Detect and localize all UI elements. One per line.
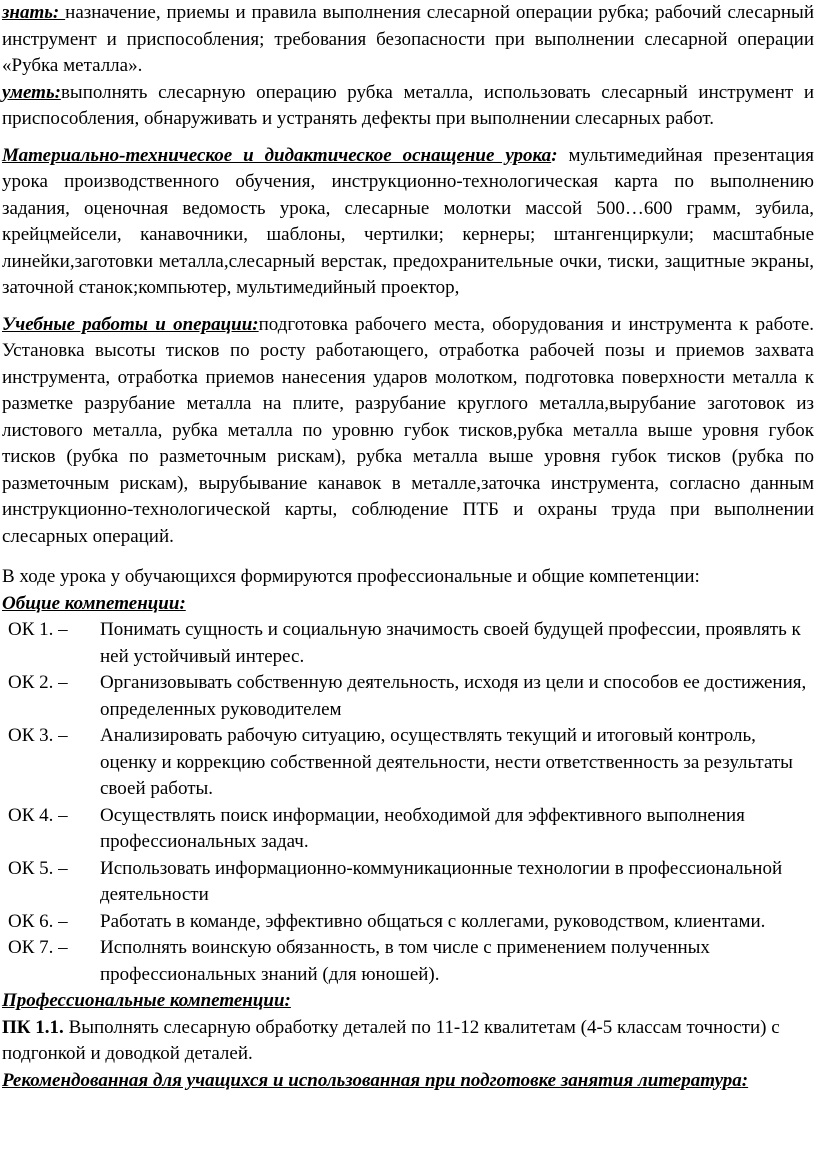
list-item (2, 909, 814, 936)
ok-text: Работать в команде, эффективно общаться с коллегами, руководством, клиентами. (100, 910, 766, 932)
equipment-colon: : (551, 144, 558, 166)
list-item (2, 856, 814, 909)
spacer (2, 302, 814, 312)
professional-label: Профессиональные компетенции: (2, 990, 291, 1011)
list-item (2, 617, 814, 670)
ok-text: Исполнять воинскую обязанность, в том числе с применением полученных профессиональных знаний (для юношей). (100, 937, 710, 985)
literature-label: Рекомендованная для учащихся и использованная при подготовке занятия литература (2, 1069, 742, 1091)
ok-code: ОК 2. – (8, 672, 68, 693)
spacer (2, 133, 814, 143)
spacer (2, 550, 814, 564)
ok-text: Анализировать рабочую ситуацию, осуществлять текущий и итоговый контроль, оценку и коррекцию собственной деятельности, нести ответственность за результаты своей работы. (100, 725, 793, 799)
list-item (2, 803, 814, 856)
ok-code: ОК 1. – (8, 619, 68, 640)
ok-code: ОК 7. – (8, 937, 68, 958)
know-paragraph (2, 0, 814, 80)
general-label: Общие компетенции: (2, 592, 186, 614)
works-paragraph (2, 312, 814, 551)
ok-code: ОК 6. – (8, 910, 68, 932)
ok-text: Использовать информационно-коммуникационные технологии в профессиональной деятельности (100, 857, 783, 905)
ok-code: ОК 5. – (8, 857, 68, 879)
general-competencies-heading (2, 591, 814, 618)
works-text: подготовка рабочего места, оборудования и инструмента к работе. Установка высоты тисков по росту работающего, отработка рабочей позы и приемов захвата инструмента, отработка приемов нанесения ударов молотком, подготовка поверхности металла к разметке разрубание металла на плите, разрубание круглого металла,вырубание заготовок из листового металла, рубка металла по уровню губок тисков,рубка металла выше уровня губок тисков (рубка по разметочным рискам), рубка металла выше уровня губок тисков (рубка по разметочным рискам), вырубывание канавок в металле,заточка инструмента, согласно данным инструкционно-технологической карты, соблюдение ПТБ и охраны труда при выполнении слесарных операций. (2, 313, 814, 547)
equipment-paragraph (2, 143, 814, 302)
ok-code: ОК 4. – (8, 804, 68, 826)
literature-heading (2, 1068, 814, 1095)
able-text: выполнять слесарную операцию рубка металла, использовать слесарный инструмент и приспособления, обнаруживать и устранять дефекты при выполнении слесарных работ. (2, 81, 814, 129)
competencies-intro: В ходе урока у обучающихся формируются профессиональные и общие компетенции: (2, 566, 700, 587)
know-label: знать: (2, 2, 66, 23)
literature-colon: : (741, 1069, 749, 1091)
works-label: Учебные работы и операции: (2, 313, 259, 335)
list-item (2, 670, 814, 723)
equipment-text: мультимедийная презентация урока производственного обучения, инструкционно-технологическая карта по выполнению задания, оценочная ведомость урока, слесарные молотки массой 500…600 грамм, зубила, крейцмейсели, канавочники, шаблоны, чертилки; кернеры; штангенциркули; масштабные линейки,заготовки металла,слесарный верстак, предохранительные очки, тиски, защитные экраны, заточной станок;компьютер, мультимедийный проектор, (2, 144, 814, 298)
ok-text: Организовывать собственную деятельность, исходя из цели и способов ее достижения, определенных руководителем (100, 672, 807, 720)
general-competencies-list (2, 617, 814, 988)
pk-code: ПК 1.1. (2, 1016, 64, 1038)
ok-text: Осуществлять поиск информации, необходимой для эффективного выполнения профессиональных задач. (100, 804, 745, 852)
pk-paragraph (2, 1015, 814, 1068)
professional-competencies-heading (2, 988, 814, 1015)
know-text: назначение, приемы и правила выполнения слесарной операции рубка; рабочий слесарный инструмент и приспособления; требования безопасности при выполнении слесарной операции «Рубка металла». (2, 2, 814, 76)
ok-text: Понимать сущность и социальную значимость своей будущей профессии, проявлять к ней устойчивый интерес. (100, 619, 801, 667)
ok-code: ОК 3. – (8, 725, 68, 746)
pk-text: Выполнять слесарную обработку деталей по 11-12 квалитетам (4-5 классам точности) с подгонкой и доводкой деталей. (2, 1016, 780, 1064)
list-item (2, 723, 814, 803)
equipment-label: Материально-техническое и дидактическое оснащение урока (2, 144, 552, 166)
able-paragraph (2, 80, 814, 133)
able-label: уметь: (2, 81, 61, 103)
list-item (2, 935, 814, 988)
